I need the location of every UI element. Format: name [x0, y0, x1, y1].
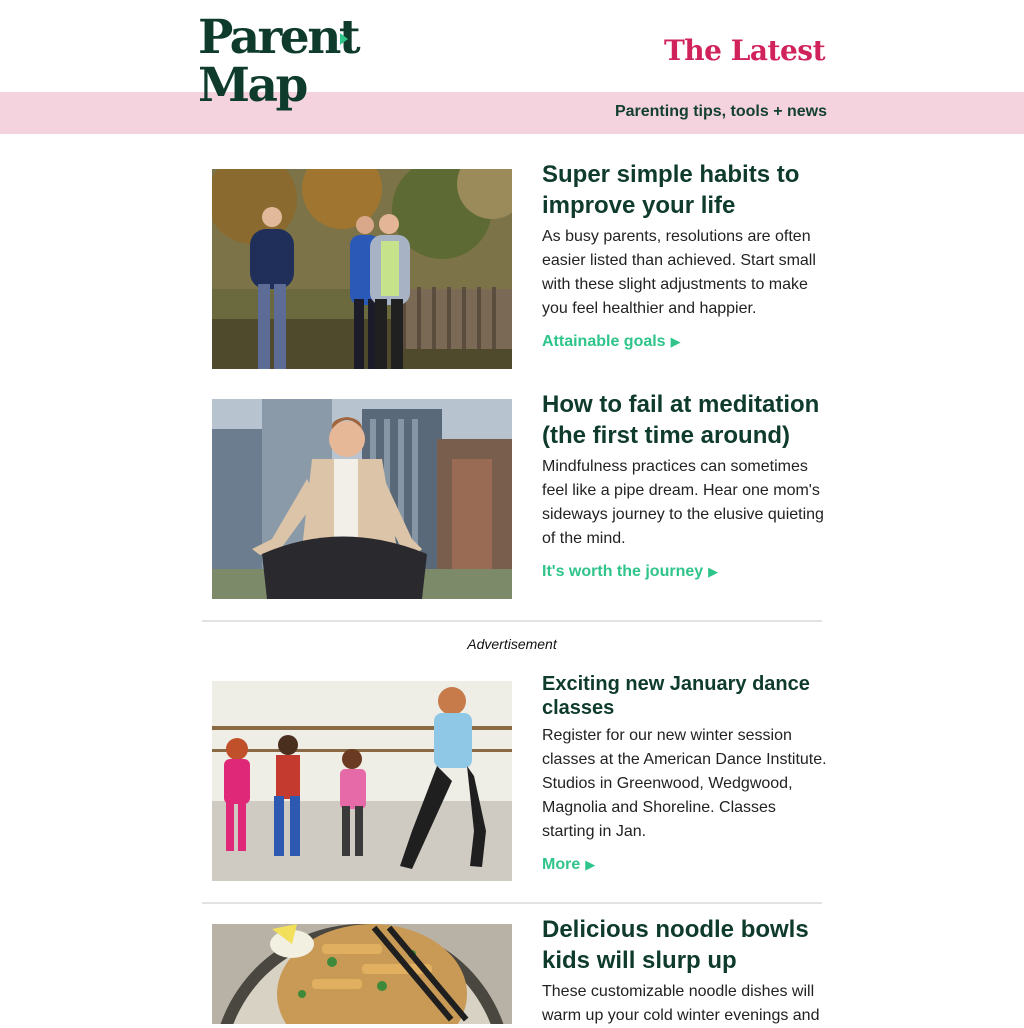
parentmap-logo[interactable] — [198, 10, 359, 113]
article-title[interactable]: Super simple habits to improve your life — [542, 161, 800, 219]
logo-play-icon — [340, 33, 348, 45]
logo-line-1: Parent — [198, 10, 359, 65]
cta-link-worth-the-journey[interactable] — [542, 561, 718, 583]
article-description: As busy parents, resolutions are often easier listed than achieved. Start small with these slight adjustments to make you feel healthier and happier. — [542, 228, 816, 317]
advertisement-label: Advertisement — [467, 636, 557, 652]
arrow-right-icon: ▶ — [585, 857, 596, 872]
article-description: These customizable noodle dishes will warm up your cold winter evenings and — [542, 983, 820, 1024]
tagline-band — [0, 92, 1024, 134]
header — [0, 0, 1024, 134]
article-image-walking[interactable] — [212, 169, 512, 369]
arrow-right-icon: ▶ — [708, 564, 719, 579]
article-card — [212, 161, 824, 369]
ad-card — [212, 673, 827, 881]
article-image-meditation[interactable] — [212, 399, 512, 599]
section-title: The Latest — [663, 34, 825, 67]
logo-line-2: Map — [198, 58, 306, 113]
cta-link-attainable-goals[interactable] — [542, 331, 681, 353]
tagline: Parenting tips, tools + news — [614, 103, 827, 120]
article-card — [212, 916, 824, 1024]
cta-link-more[interactable] — [542, 854, 595, 876]
cta-label: More — [542, 856, 581, 873]
article-image-noodles[interactable] — [212, 924, 512, 1024]
article-image-dance[interactable] — [212, 681, 512, 881]
cta-label: Attainable goals — [542, 333, 666, 350]
article-title[interactable]: Delicious noodle bowls kids will slurp up — [542, 916, 809, 974]
ad-title[interactable]: Exciting new January dance classes — [542, 673, 810, 719]
article-description: Mindfulness practices can sometimes feel like a pipe dream. Hear one mom's sideways journey to the elusive quieting of the mind. — [542, 458, 824, 547]
divider — [202, 902, 822, 904]
article-title[interactable]: How to fail at meditation (the first time around) — [542, 391, 820, 449]
arrow-right-icon: ▶ — [670, 334, 681, 349]
ad-description: Register for our new winter session classes at the American Dance Institute. Studios in Greenwood, Wedgwood, Magnolia and Shoreline. Classes starting in Jan. — [542, 727, 827, 840]
divider — [202, 620, 822, 622]
article-card — [212, 391, 824, 599]
cta-label: It's worth the journey — [542, 563, 704, 580]
